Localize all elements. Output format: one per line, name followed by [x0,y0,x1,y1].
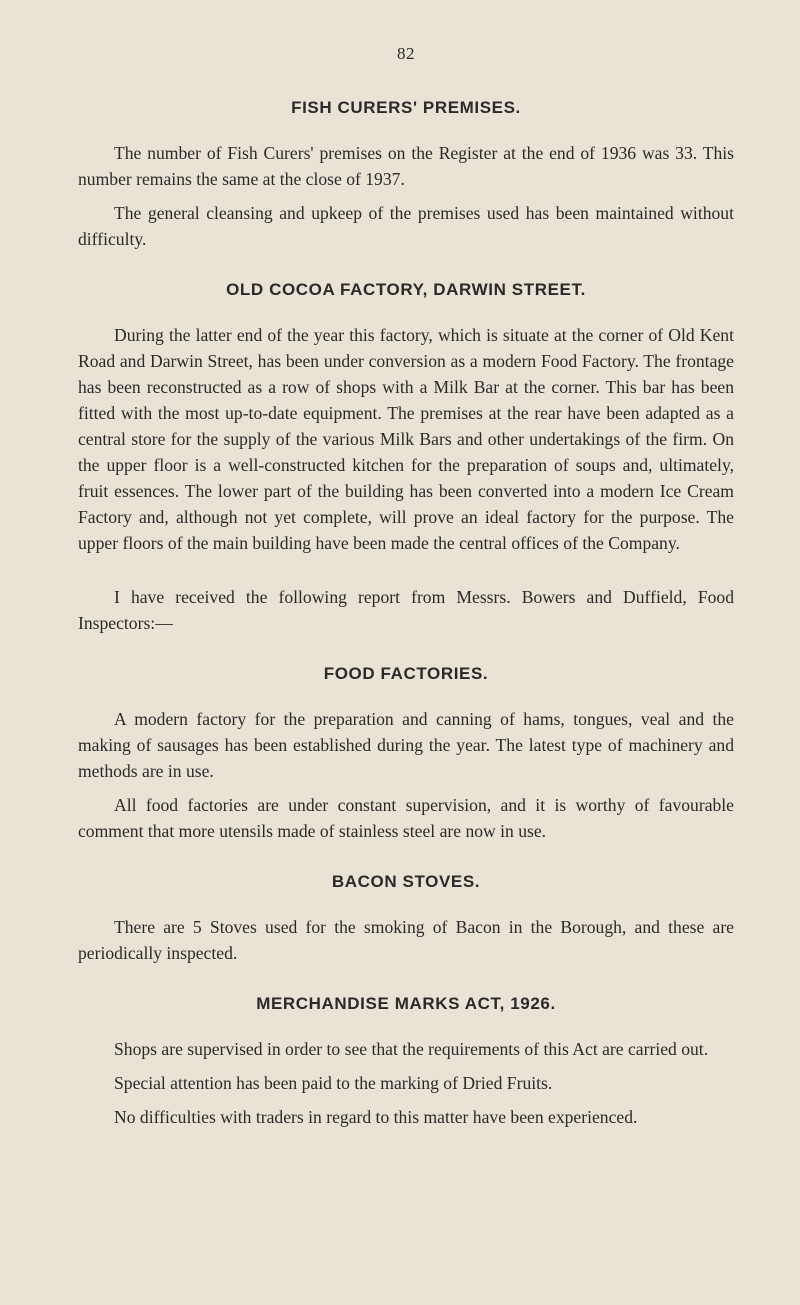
paragraph-food-factories-canning: A modern factory for the preparation and canning of hams, tongues, veal and the making of sausages has been established during the year. The latest type of machinery and methods are in use. [78,709,734,781]
paragraph-merchandise-shops-supervised: Shops are supervised in order to see that the requirements of this Act are carried out. [114,1039,709,1059]
heading-bacon-stoves: BACON STOVES. [331,872,481,891]
page-number: 82 [397,44,415,63]
paragraph-food-factories-supervision: All food factories are under constant supervision, and it is worthy of favourable comment that more utensils made of stainless steel are now in use. [78,795,734,841]
heading-merchandise-marks-act: MERCHANDISE MARKS ACT, 1926. [256,994,556,1013]
paragraph-merchandise-no-difficulties: No difficulties with traders in regard to this matter have been experienced. [114,1107,638,1127]
paragraph-bacon-stoves: There are 5 Stoves used for the smoking of Bacon in the Borough, and these are periodically inspected. [78,917,734,963]
heading-food-factories: FOOD FACTORIES. [323,664,489,683]
paragraph-fish-curers-cleansing: The general cleansing and upkeep of the premises used has been maintained without difficulty. [78,203,734,249]
heading-old-cocoa-factory: OLD COCOA FACTORY, DARWIN STREET. [226,280,586,299]
heading-fish-curers-premises: FISH CURERS' PREMISES. [291,98,521,117]
paragraph-cocoa-factory-conversion: During the latter end of the year this factory, which is situate at the corner of Old Kent Road and Darwin Street, has been under conversion as a modern Food Factory. The frontage has been reconstructed as a row of shops with a Milk Bar at the corner. This bar has been fitted with the most up-to-date equipment. The premises at the rear have been adapted as a central store for the supply of the various Milk Bars and other undertakings of the firm. On the upper floor is a well-constructed kitchen for the preparation of soups and, ultimately, fruit essences. The lower part of the building has been converted into a modern Ice Cream Factory and, although not yet complete, will prove an ideal factory for the purpose. The upper floors of the main building have been made the central offices of the Company. [78,325,734,553]
paragraph-inspectors-report-intro: I have received the following report from Messrs. Bowers and Duffield, Food Inspectors:— [78,587,734,633]
paragraph-fish-curers-register: The number of Fish Curers' premises on the Register at the end of 1936 was 33. This number remains the same at the close of 1937. [78,143,734,189]
paragraph-merchandise-dried-fruits: Special attention has been paid to the marking of Dried Fruits. [114,1073,553,1093]
